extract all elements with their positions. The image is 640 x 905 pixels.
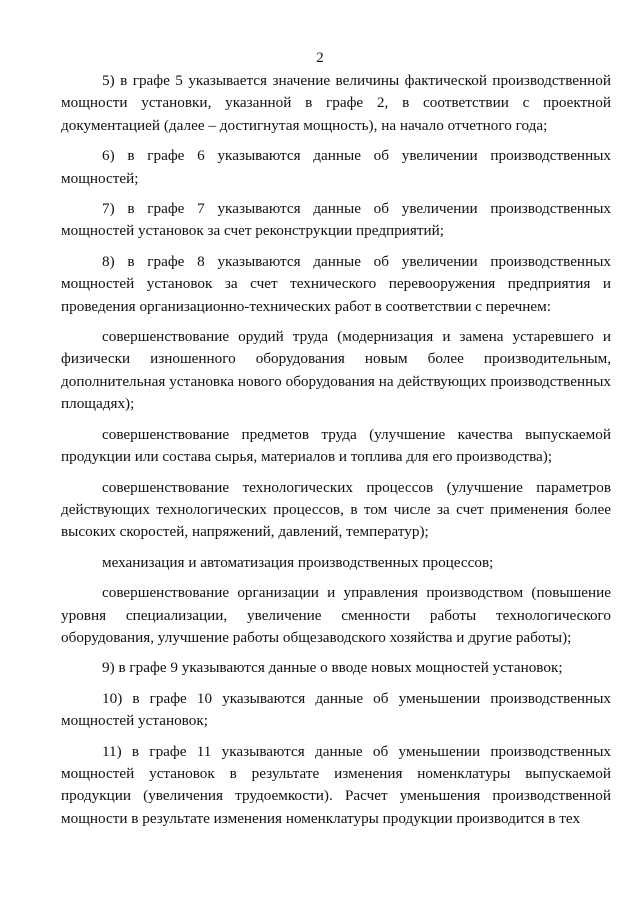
paragraph-management: совершенствование организации и управления производством (повышение уровня специализации, увеличение сменности работы технологического оборудования, улучшение работы общезаводского хозяйства и другие работы); bbox=[61, 584, 611, 646]
paragraph-item-10: 10) в графе 10 указываются данные об уменьшении производственных мощностей установок; bbox=[61, 689, 611, 730]
paragraph-processes: совершенствование технологических процессов (улучшение параметров действующих технологических процессов, в том числе за счет применения более высоких скоростей, напряжений, давлений, температур); bbox=[61, 478, 611, 541]
document-body bbox=[61, 70, 611, 838]
paragraph-item-6: 6) в графе 6 указываются данные об увеличении производственных мощностей; bbox=[61, 147, 611, 187]
paragraph-automation: механизация и автоматизация производственных процессов; bbox=[102, 553, 494, 571]
page-number: 2 bbox=[316, 50, 324, 66]
paragraph-tools: совершенствование орудий труда (модернизация и замена устаревшего и физически изношенного оборудования новым более производительным, дополнительная установка нового оборудования на действующих производственных площадях); bbox=[61, 328, 611, 413]
paragraph-materials: совершенствование предметов труда (улучшение качества выпускаемой продукции или состава сырья, материалов и топлива для его производства); bbox=[61, 425, 611, 466]
paragraph-item-7: 7) в графе 7 указываются данные об увеличении производственных мощностей установок за счет реконструкции предприятий; bbox=[61, 200, 611, 240]
paragraph-item-11: 11) в графе 11 указываются данные об уменьшении производственных мощностей установок в результате изменения номенклатуры выпускаемой продукции (увеличения трудоемкости). Расчет уменьшения производственной мощности в результате изменения номенклатуры продукции производится в тех bbox=[61, 742, 611, 827]
paragraph-item-8: 8) в графе 8 указываются данные об увеличении производственных мощностей установок за счет технического перевооружения предприятия и проведения организационно-технических работ в соответствии с перечнем: bbox=[61, 252, 611, 315]
paragraph-item-5: 5) в графе 5 указывается значение величины фактической производственной мощности установки, указанной в графе 2, в соответствии с проектной документацией (далее – достигнутая мощность), на начало отчетного года; bbox=[61, 72, 611, 134]
paragraph-item-9: 9) в графе 9 указываются данные о вводе новых мощностей установок; bbox=[102, 659, 563, 677]
